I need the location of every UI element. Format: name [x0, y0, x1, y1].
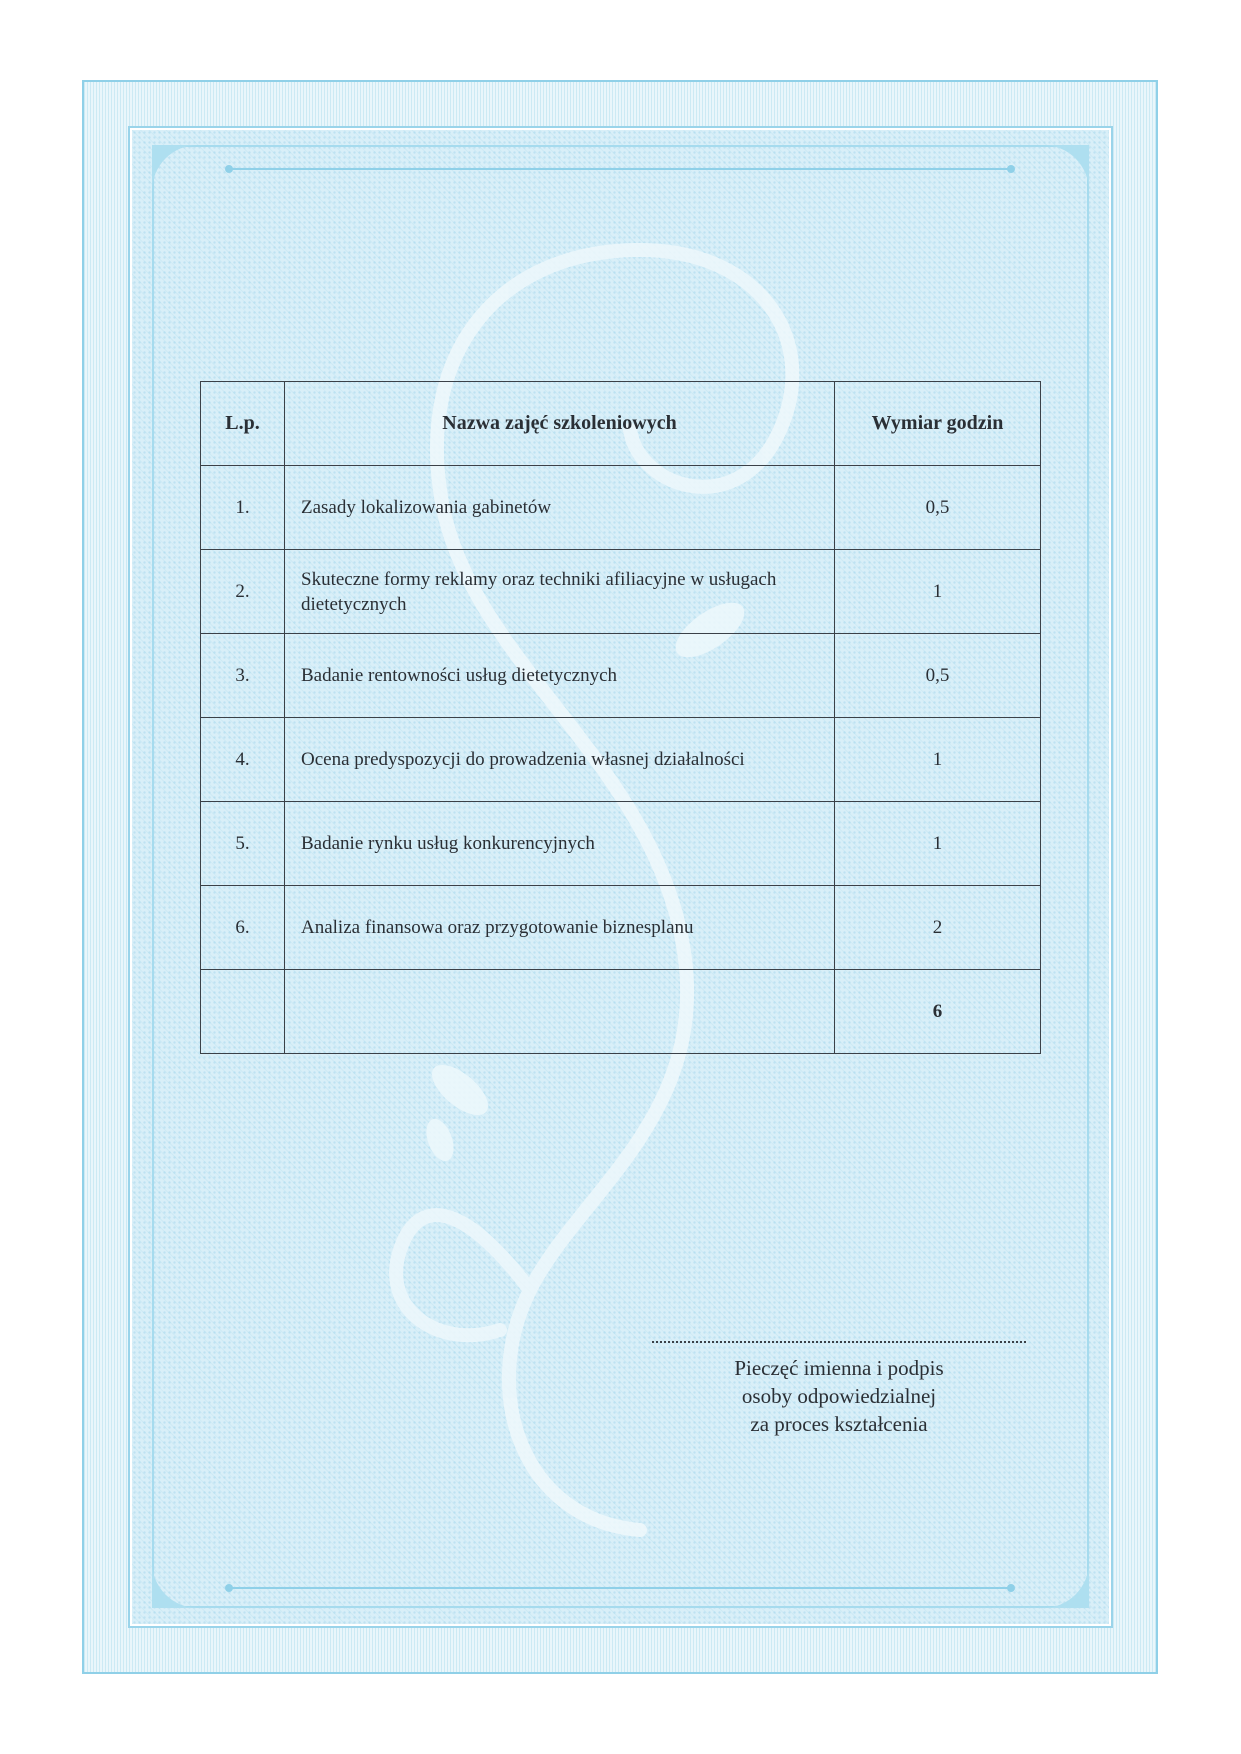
signature-caption: [652, 1354, 1026, 1438]
course-hours: 2: [835, 886, 1041, 970]
table-row: [201, 886, 1041, 970]
table-row: [201, 634, 1041, 718]
total-row-number: [201, 970, 285, 1054]
decorative-line-top: [229, 168, 1011, 170]
signature-caption-line: osoby odpowiedzialnej: [741, 1384, 937, 1408]
table-header-row: [201, 382, 1041, 466]
table-row: [201, 802, 1041, 886]
courses-table: [200, 381, 1041, 1054]
row-number: 2.: [201, 550, 285, 634]
table-row: [201, 466, 1041, 550]
course-hours: 1: [835, 802, 1041, 886]
row-number: 1.: [201, 466, 285, 550]
total-row-name: [285, 970, 835, 1054]
signature-dotted-line: [652, 1341, 1026, 1343]
course-name: Ocena predyspozycji do prowadzenia własnej działalności: [285, 718, 835, 802]
corner-ornament-top-right: [1043, 145, 1089, 191]
course-name: Badanie rentowności usług dietetycznych: [285, 634, 835, 718]
course-hours: 0,5: [835, 634, 1041, 718]
table-row: [201, 718, 1041, 802]
total-hours: 6: [835, 970, 1041, 1054]
corner-ornament-top-left: [152, 145, 198, 191]
decorative-line-bottom: [229, 1587, 1011, 1589]
course-hours: 0,5: [835, 466, 1041, 550]
table-row: [201, 550, 1041, 634]
table-total-row: [201, 970, 1041, 1054]
header-course-name: Nazwa zajęć szkoleniowych: [285, 382, 835, 466]
header-hours: Wymiar godzin: [835, 382, 1041, 466]
row-number: 6.: [201, 886, 285, 970]
course-name: Skuteczne formy reklamy oraz techniki afiliacyjne w usługach dietetycznych: [285, 550, 835, 634]
course-name: Badanie rynku usług konkurencyjnych: [285, 802, 835, 886]
signature-caption-line: za proces kształcenia: [750, 1412, 928, 1436]
corner-ornament-bottom-right: [1043, 1562, 1089, 1608]
course-name: Analiza finansowa oraz przygotowanie biznesplanu: [285, 886, 835, 970]
signature-caption-line: Pieczęć imienna i podpis: [734, 1356, 944, 1380]
row-number: 3.: [201, 634, 285, 718]
course-name: Zasady lokalizowania gabinetów: [285, 466, 835, 550]
course-hours: 1: [835, 718, 1041, 802]
row-number: 5.: [201, 802, 285, 886]
corner-ornament-bottom-left: [152, 1562, 198, 1608]
row-number: 4.: [201, 718, 285, 802]
header-lp: L.p.: [201, 382, 285, 466]
course-hours: 1: [835, 550, 1041, 634]
